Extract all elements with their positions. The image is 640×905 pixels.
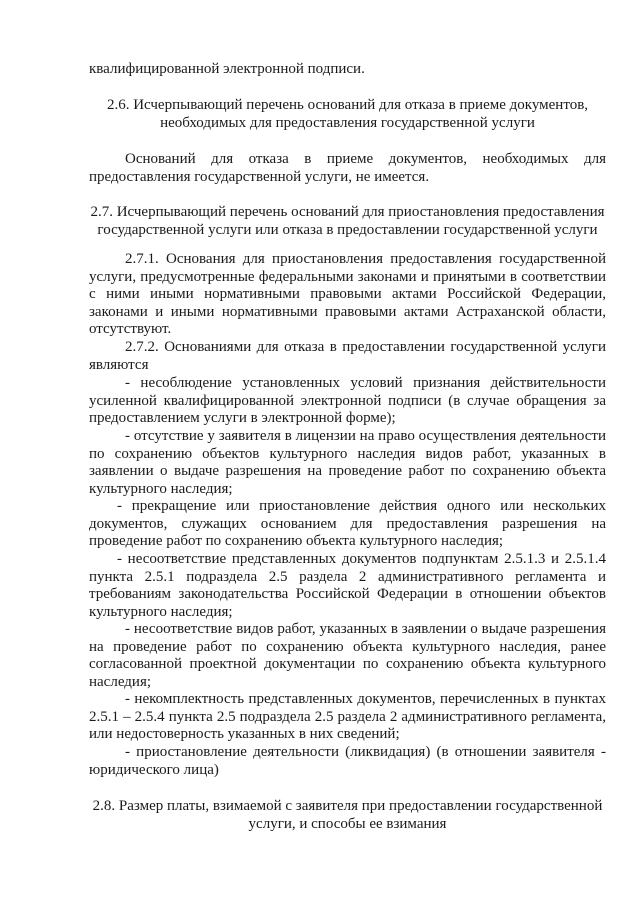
section-2-6-heading-line2: необходимых для предоставления государственной услуги [160, 114, 535, 131]
section-2-8-heading-line1: 2.8. Размер платы, взимаемой с заявителя при предоставлении государственной [92, 798, 603, 814]
section-2-8-heading [89, 798, 606, 833]
section-2-6-text: Оснований для отказа в приеме документов, необходимых для предоставления государственной услуги, не имеется. [89, 151, 606, 185]
refusal-ground-item: - приостановление деятельности (ликвидация) (в отношении заявителя - юридического лица) [89, 744, 606, 778]
refusal-ground-item: - прекращение или приостановление действия одного или нескольких документов, служащих основанием для предоставления разрешения на проведение работ по сохранению объекта культурного наследия; [89, 498, 606, 550]
refusal-ground-item: - несоответствие видов работ, указанных в заявлении о выдаче разрешения на проведение работ по сохранению объекта культурного наследия, ранее согласованной проектной документации по сохранению объекта культурного наследия; [89, 621, 606, 690]
section-2-6-heading [89, 97, 606, 132]
section-2-7-heading [89, 204, 606, 239]
refusal-ground-item: - отсутствие у заявителя в лицензии на право осуществления деятельности по сохранению объектов культурного наследия видов работ, указанных в заявлении о выдаче разрешения на проведение работ по сохранению объекта культурного наследия; [89, 428, 606, 497]
paragraph-2-7-1: 2.7.1. Основания для приостановления предоставления государственной услуги, предусмотренные федеральными законами и принятыми в соответствии с ними иными нормативными правовыми актами Российской Федерации, законами и иными нормативными правовыми актами Астраханской области, отсутствуют. [89, 251, 606, 338]
section-2-7-heading-line1: 2.7. Исчерпывающий перечень оснований для приостановления предоставления [90, 204, 605, 220]
refusal-ground-item: - несоблюдение установленных условий признания действительности усиленной квалифицированной электронной подписи (в случае обращения за предоставлением услуги в электронной форме); [89, 375, 606, 427]
section-2-8-heading-line2: услуги, и способы ее взимания [248, 815, 447, 832]
top-fragment: квалифицированной электронной подписи. [89, 61, 365, 77]
section-2-6-heading-line1: 2.6. Исчерпывающий перечень оснований для отказа в приеме документов, [106, 97, 589, 113]
section-2-7-heading-line2: государственной услуги или отказа в предоставлении государственной услуги [97, 221, 598, 238]
paragraph-2-7-2: 2.7.2. Основаниями для отказа в предоставлении государственной услуги являются [89, 339, 606, 373]
refusal-ground-item: - несоответствие представленных документов подпунктам 2.5.1.3 и 2.5.1.4 пункта 2.5.1 подраздела 2.5 раздела 2 административного регламента и требованиям законодательства Российской Федерации в отношении объектов культурного наследия; [89, 551, 606, 620]
refusal-ground-item: - некомплектность представленных документов, перечисленных в пунктах 2.5.1 – 2.5.4 пункта 2.5 подраздела 2.5 раздела 2 административного регламента, или недостоверность указанных в них сведений; [89, 691, 606, 743]
